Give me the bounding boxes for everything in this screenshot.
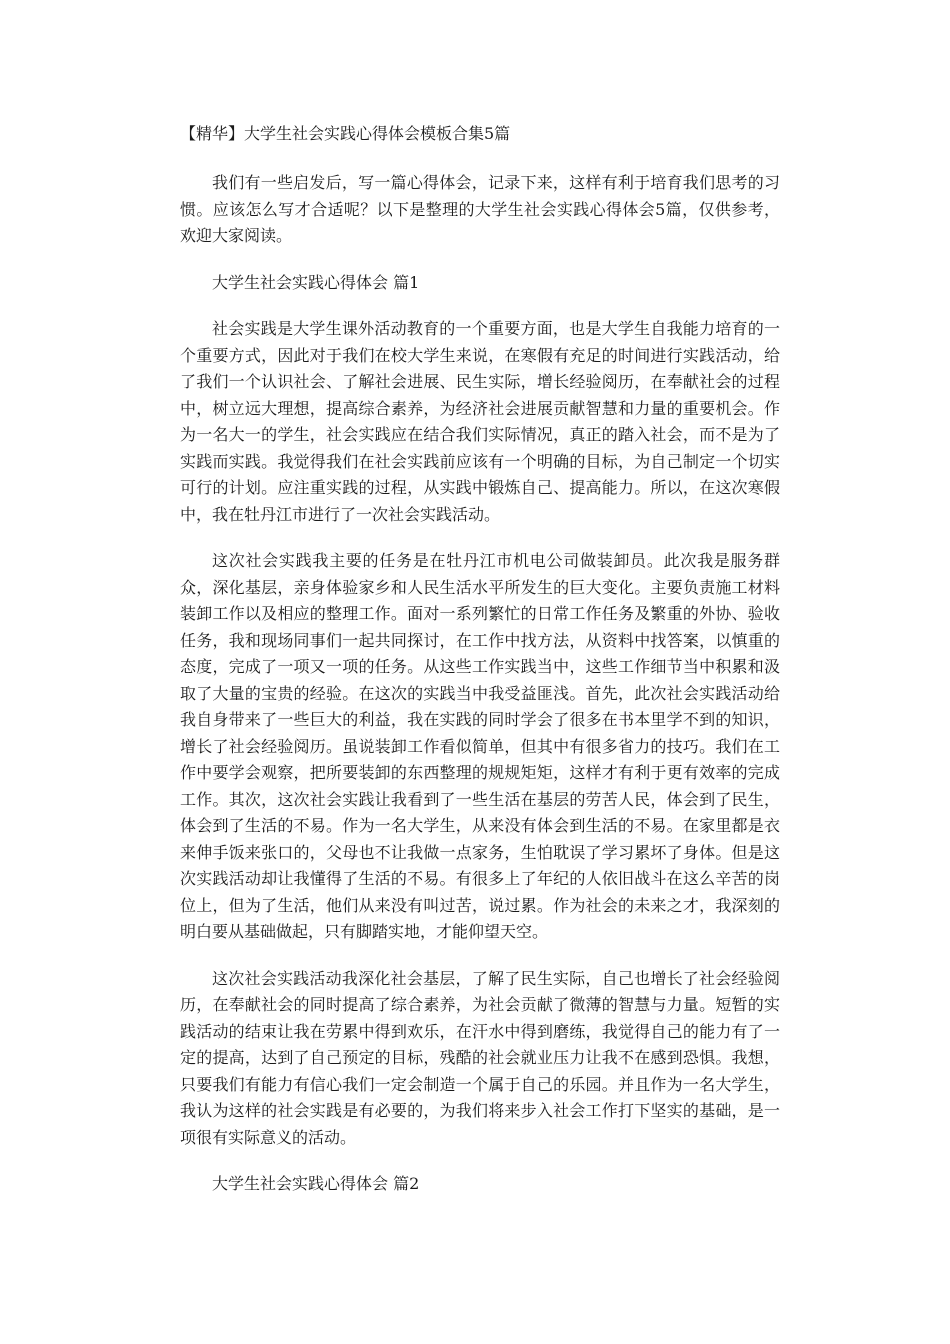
document-title: 【精华】大学生社会实践心得体会模板合集5篇 xyxy=(180,124,511,143)
body-paragraph: 这次社会实践我主要的任务是在牡丹江市机电公司做装卸员。此次我是服务群众，深化基层，亲身体验家乡和人民生活水平所发生的巨大变化。主要负责施工材料装卸工作以及相应的整理工作。面对一系列繁忙的日常工作任务及繁重的外协、验收任务，我和现场同事们一起共同探讨，在工作中找方法，从资料中找答案，以慎重的态度，完成了一项又一项的任务。从这些工作实践当中，这些工作细节当中积累和汲取了大量的宝贵的经验。在这次的实践当中我受益匪浅。首先，此次社会实践活动给我自身带来了一些巨大的利益，我在实践的同时学会了很多在书本里学不到的知识，增长了社会经验阅历。虽说装卸工作看似简单，但其中有很多省力的技巧。我们在工作中要学会观察，把所要装卸的东西整理的规规矩矩，这样才有利于更有效率的完成工作。其次，这次社会实践让我看到了一些生活在基层的劳苦人民，体会到了民生，体会到了生活的不易。作为一名大学生，从来没有体会到生活的不易。在家里都是衣来伸手饭来张口的，父母也不让我做一点家务，生怕耽误了学习累坏了身体。但是这次实践活动却让我懂得了生活的不易。有很多上了年纪的人依旧战斗在这么辛苦的岗位上，但为了生活，他们从来没有叫过苦，说过累。作为社会的未来之才，我深刻的明白要从基础做起，只有脚踏实地，才能仰望天空。 xyxy=(180,551,780,941)
intro-paragraph: 我们有一些启发后，写一篇心得体会，记录下来，这样有利于培育我们思考的习惯。应该怎么写才合适呢？以下是整理的大学生社会实践心得体会5篇，仅供参考，欢迎大家阅读。 xyxy=(180,173,780,245)
body-paragraph: 这次社会实践活动我深化社会基层，了解了民生实际，自己也增长了社会经验阅历，在奉献社会的同时提高了综合素养，为社会贡献了微薄的智慧与力量。短暂的实践活动的结束让我在劳累中得到欢乐，在汗水中得到磨练，我觉得自己的能力有了一定的提高，达到了自己预定的目标，残酷的社会就业压力让我不在感到恐惧。我想，只要我们有能力有信心我们一定会制造一个属于自己的乐园。并且作为一名大学生，我认为这样的社会实践是有必要的，为我们将来步入社会工作打下坚实的基础，是一项很有实际意义的活动。 xyxy=(180,968,780,1147)
section-heading-1: 大学生社会实践心得体会 篇1 xyxy=(212,272,420,292)
document-page xyxy=(180,118,780,1218)
body-paragraph: 社会实践是大学生课外活动教育的一个重要方面，也是大学生自我能力培育的一个重要方式，因此对于我们在校大学生来说，在寒假有充足的时间进行实践活动，给了我们一个认识社会、了解社会进展、民生实际，增长经验阅历，在奉献社会的过程中，树立远大理想，提高综合素养，为经济社会进展贡献智慧和力量的重要机会。作为一名大一的学生，社会实践应在结合我们实际情况，真正的踏入社会，而不是为了实践而实践。我觉得我们在社会实践前应该有一个明确的目标，为自己制定一个切实可行的计划。应注重实践的过程，从实践中锻炼自己、提高能力。所以，在这次寒假中，我在牡丹江市进行了一次社会实践活动。 xyxy=(180,319,780,524)
section-heading-2: 大学生社会实践心得体会 篇2 xyxy=(212,1174,420,1193)
